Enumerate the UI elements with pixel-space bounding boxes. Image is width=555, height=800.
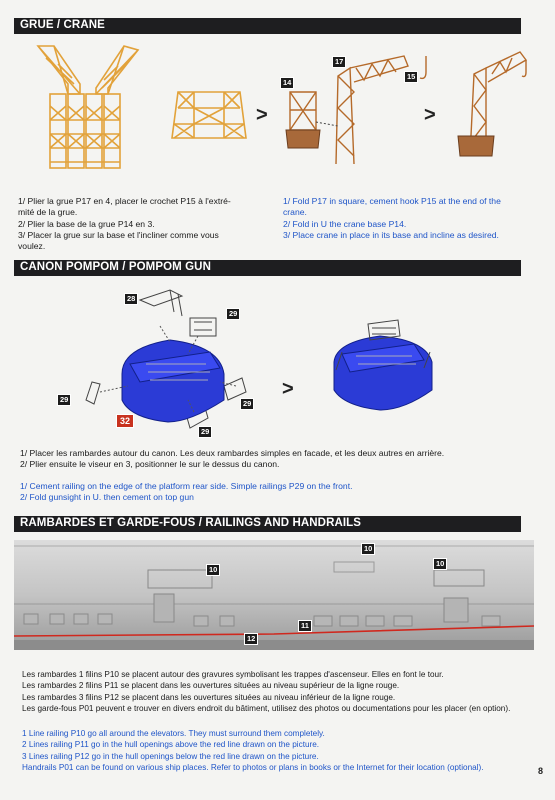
text-line: 2/ Plier ensuite le viseur en 3, positionner le sur le dessus du canon. xyxy=(20,459,280,470)
crane-base-flat-drawing xyxy=(170,84,248,144)
part-label: 12 xyxy=(244,633,258,645)
part-label: 10 xyxy=(433,558,447,570)
pompom-instructions-fr xyxy=(20,448,540,471)
hull-railings-photo xyxy=(14,540,534,650)
part-label: 14 xyxy=(280,77,294,89)
step-arrow: > xyxy=(424,104,436,126)
text-line: crane. xyxy=(283,207,307,218)
crane-assembly-step-drawing xyxy=(276,52,436,172)
section-title: CANON POMPOM / POMPOM GUN xyxy=(20,261,211,273)
pompom-instructions-en xyxy=(20,481,540,504)
step-number-badge: 32 xyxy=(116,414,134,428)
part-label: 29 xyxy=(198,426,212,438)
text-line: Handrails P01 can be found on various ship places. Refer to photos or plans in books or the Internet for their location (optional). xyxy=(22,762,484,772)
section-title: GRUE / CRANE xyxy=(20,19,105,31)
part-label: 10 xyxy=(361,543,375,555)
text-line: voulez. xyxy=(18,241,46,252)
text-line: 2 Lines railing P11 go in the hull openings above the red line drawn on the picture. xyxy=(22,740,320,750)
text-line: Les rambardes 2 filins P11 se placent dans les ouvertures situées au niveau supérieur de la ligne rouge. xyxy=(22,681,400,691)
step-arrow: > xyxy=(256,104,268,126)
part-label: 11 xyxy=(298,620,312,632)
text-line: 2/ Fold gunsight in U. then cement on top gun xyxy=(20,492,194,503)
railings-instructions-fr xyxy=(22,669,544,714)
text-line: 1/ Cement railing on the edge of the platform rear side. Simple railings P29 on the front. xyxy=(20,481,353,491)
pompom-gun-finished-drawing xyxy=(328,318,438,418)
crane-finished-drawing xyxy=(440,44,540,172)
text-line: 3/ Place crane in place in its base and incline as desired. xyxy=(283,229,499,240)
part-label: 17 xyxy=(332,56,346,68)
part-label: 29 xyxy=(226,308,240,320)
text-line: mité de la grue. xyxy=(18,207,78,218)
text-line: 1/ Plier la grue P17 en 4, placer le crochet P15 à l'extré- xyxy=(18,196,231,206)
section-title: RAMBARDES ET GARDE-FOUS / RAILINGS AND HANDRAILS xyxy=(20,517,362,529)
text-line: 3/ Placer la grue sur la base et l'incliner comme vous xyxy=(18,229,219,240)
text-line: Les rambardes 1 filins P10 se placent autour des gravures symbolisant les trappes d'ascenseur. Elles en font le tour. xyxy=(22,670,444,679)
section-header-pompom xyxy=(14,260,521,276)
text-line: 1/ Placer les rambardes autour du canon. Les deux rambardes simples en facade, et les deux autres en arrière. xyxy=(20,448,445,458)
pompom-gun-exploded-drawing xyxy=(70,282,270,442)
section-header-crane xyxy=(14,18,521,34)
text-line: 2/ Fold in U the crane base P14. xyxy=(283,218,407,229)
part-label: 28 xyxy=(124,293,138,305)
text-line: Les rambardes 3 filins P12 se placent dans les ouvertures situées au niveau inférieur de la ligne rouge. xyxy=(22,692,396,702)
crane-flat-parts-drawing xyxy=(28,44,148,172)
text-line: 1 Line railing P10 go all around the elevators. They must surround them completely. xyxy=(22,729,325,738)
text-line: 1/ Fold P17 in square, cement hook P15 at the end of the xyxy=(283,196,501,206)
page-number: 8 xyxy=(537,766,543,776)
text-line: 3 Lines railing P12 go in the hull openings below the red line drawn on the picture. xyxy=(22,751,319,761)
crane-instructions-fr xyxy=(18,196,274,252)
text-line: 2/ Plier la base de la grue P14 en 3. xyxy=(18,218,155,229)
step-arrow: > xyxy=(282,378,294,400)
text-line: Les garde-fous P01 peuvent e trouver en divers endroit du bâtiment, utilisez des photos ou documentations pour les placer (en option). xyxy=(22,703,511,713)
part-label: 29 xyxy=(57,394,71,406)
railings-instructions-en xyxy=(22,728,544,773)
section-header-railings xyxy=(14,516,521,532)
part-label: 29 xyxy=(240,398,254,410)
part-label: 10 xyxy=(206,564,220,576)
part-label: 15 xyxy=(404,71,418,83)
crane-instructions-en xyxy=(283,196,539,241)
